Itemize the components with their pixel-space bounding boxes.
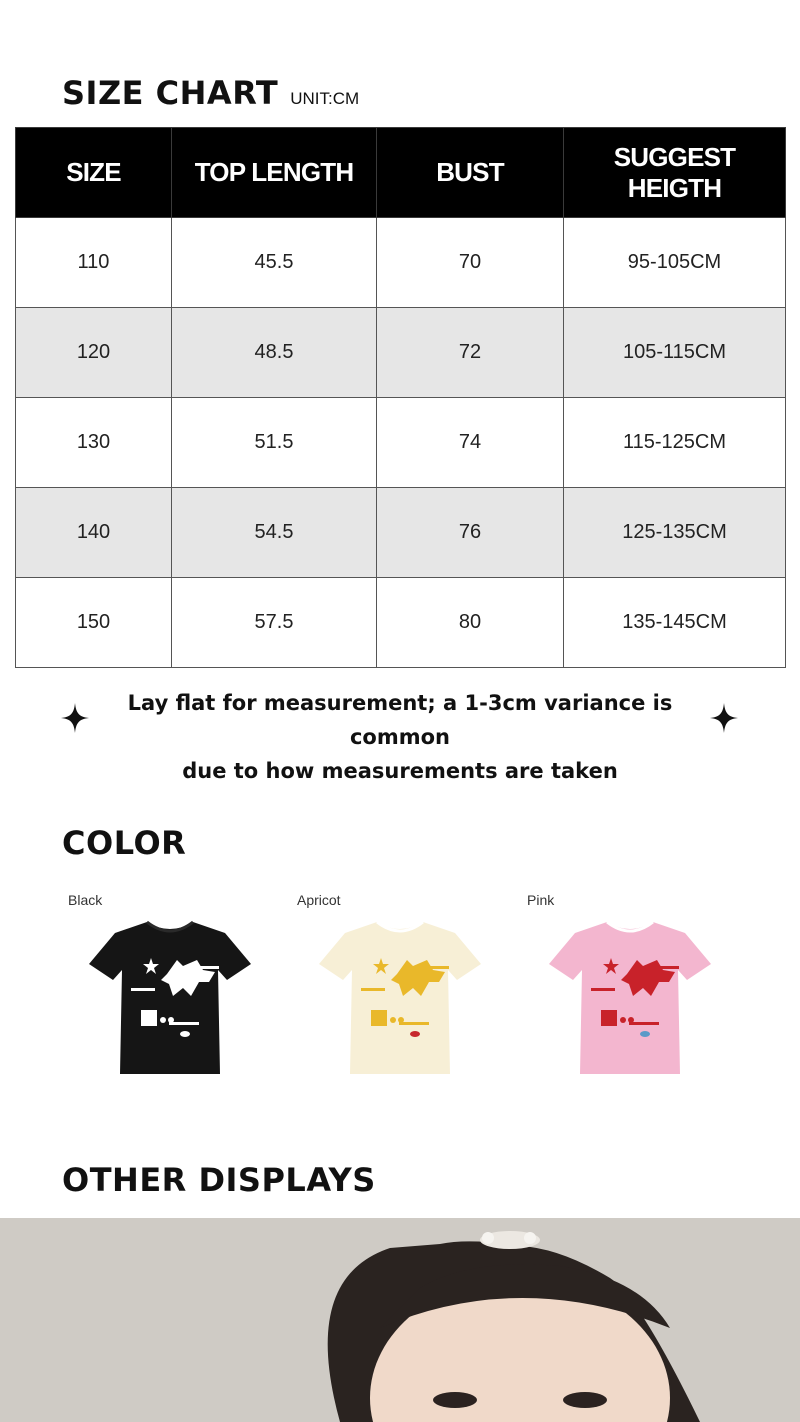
girl-portrait-image	[0, 1218, 800, 1422]
cell-bust: 76	[377, 488, 564, 578]
cell-top-length: 54.5	[172, 488, 377, 578]
header-top-length: TOP LENGTH	[172, 128, 377, 218]
cell-top-length: 45.5	[172, 218, 377, 308]
model-photo	[0, 1218, 800, 1422]
cell-suggest-height: 115-125CM	[564, 398, 786, 488]
header-bust: BUST	[377, 128, 564, 218]
color-label-pink: Pink	[527, 892, 555, 908]
cell-top-length: 51.5	[172, 398, 377, 488]
cell-suggest-height: 95-105CM	[564, 218, 786, 308]
table-row	[16, 218, 786, 308]
measurement-note-line1: Lay flat for measurement; a 1-3cm variance is common	[127, 691, 673, 749]
cell-suggest-height: 125-135CM	[564, 488, 786, 578]
cell-size: 140	[16, 488, 172, 578]
size-chart-title-text: SIZE CHART	[62, 74, 279, 112]
cell-bust: 72	[377, 308, 564, 398]
cell-size: 130	[16, 398, 172, 488]
cell-top-length: 57.5	[172, 578, 377, 668]
header-size: SIZE	[16, 128, 172, 218]
table-header-row	[16, 128, 786, 218]
cell-bust: 70	[377, 218, 564, 308]
cell-size: 120	[16, 308, 172, 398]
table-row	[16, 308, 786, 398]
cell-size: 110	[16, 218, 172, 308]
color-label-black: Black	[68, 892, 103, 908]
color-label-apricot: Apricot	[297, 892, 341, 908]
measurement-note-line2: due to how measurements are taken	[182, 759, 618, 783]
size-chart-title	[62, 74, 359, 112]
cell-suggest-height: 105-115CM	[564, 308, 786, 398]
header-suggest-height: SUGGEST HEIGTH	[564, 128, 786, 218]
tshirt-apricot-image	[315, 916, 485, 1081]
cell-size: 150	[16, 578, 172, 668]
color-section-title: COLOR	[62, 824, 187, 862]
unit-label: UNIT:CM	[290, 89, 360, 108]
tshirt-black-image	[85, 916, 255, 1081]
sparkle-right-icon	[710, 703, 738, 733]
table-row	[16, 398, 786, 488]
cell-top-length: 48.5	[172, 308, 377, 398]
table-row	[16, 578, 786, 668]
tshirt-pink-image	[545, 916, 715, 1081]
cell-bust: 74	[377, 398, 564, 488]
table-row	[16, 488, 786, 578]
size-chart-table	[15, 127, 786, 668]
cell-bust: 80	[377, 578, 564, 668]
other-displays-title: OTHER DISPLAYS	[62, 1161, 376, 1199]
sparkle-left-icon	[61, 703, 89, 733]
measurement-note	[90, 686, 710, 788]
cell-suggest-height: 135-145CM	[564, 578, 786, 668]
